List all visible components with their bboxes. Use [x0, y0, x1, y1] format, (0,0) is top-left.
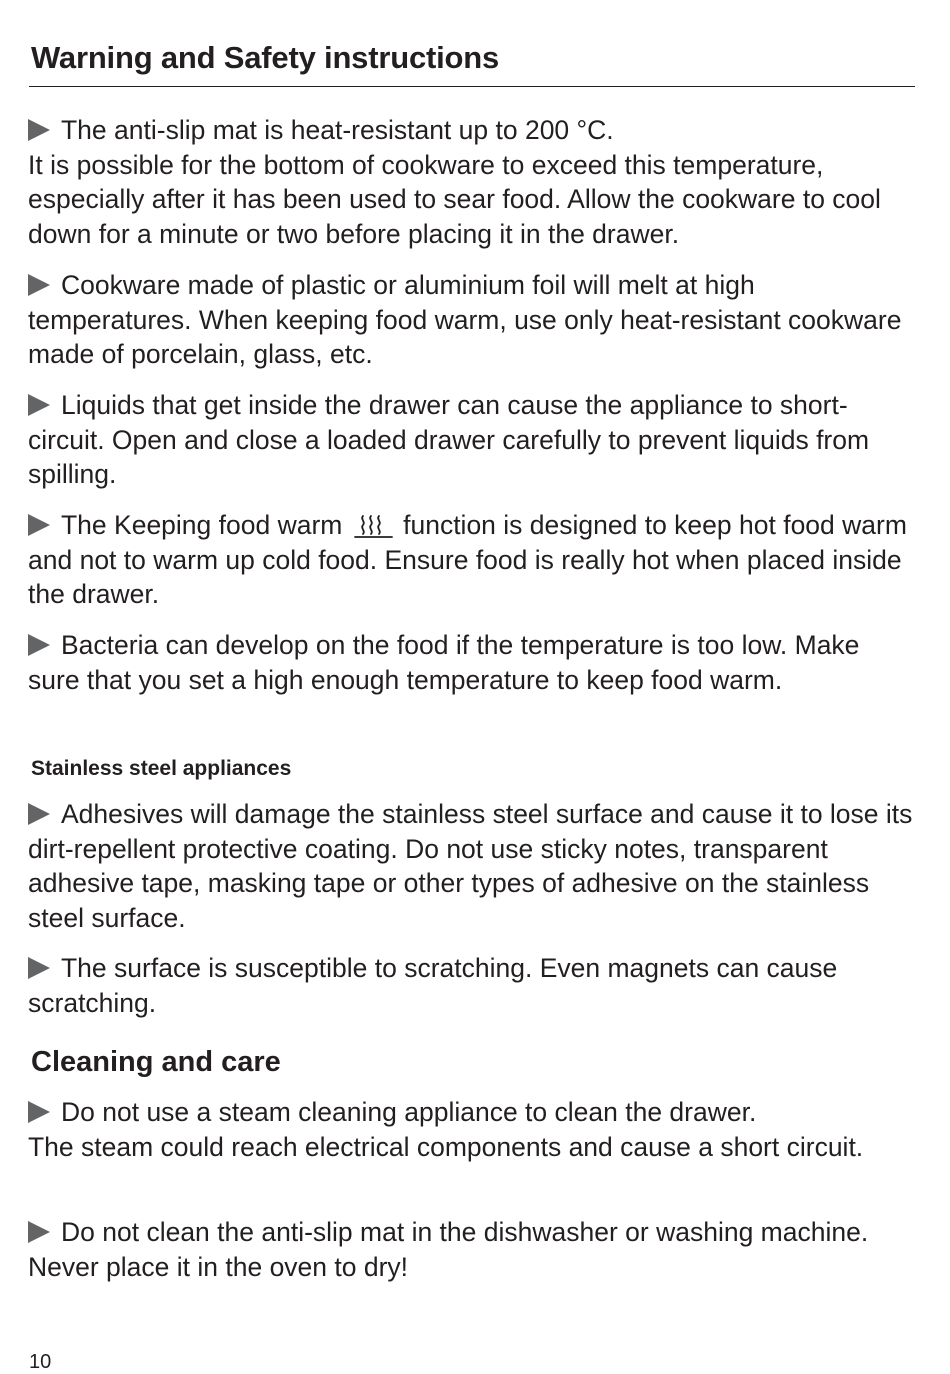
bullet-arrow-icon [28, 274, 50, 296]
bullet-arrow-icon [28, 514, 50, 536]
warning-item-scratching: The surface is susceptible to scratching. Even magnets can cause scratching. [28, 953, 838, 1018]
warning-item-adhesives: Adhesives will damage the stainless steel surface and cause it to lose its dirt-repellent protective coating. Do not use sticky notes, transparent adhesive tape, masking tape or other types of adhesive on the stainless steel surface. [28, 799, 913, 933]
warning-item-keeping-food-warm: The Keeping food warm function is designed to keep hot food warm and not to warm up cold food. Ensure food is really hot when placed inside the drawer. [28, 510, 907, 609]
bullet-arrow-icon [28, 634, 50, 656]
warning-item-plastic-cookware: Cookware made of plastic or aluminium foil will melt at high temperatures. When keeping food warm, use only heat-resistant cookware made of porcelain, glass, etc. [28, 270, 902, 369]
warning-item-steam-cleaning: Do not use a steam cleaning appliance to clean the drawer. The steam could reach electrical components and cause a short circuit. [28, 1097, 864, 1162]
bullet-arrow-icon [28, 119, 50, 141]
page-title: Warning and Safety instructions [31, 40, 500, 75]
keep-warm-steam-icon [352, 512, 394, 540]
bullet-arrow-icon [28, 1101, 50, 1123]
warning-item-liquids: Liquids that get inside the drawer can cause the appliance to short-circuit. Open and close a loaded drawer carefully to prevent liquids from spilling. [28, 390, 870, 489]
bullet-arrow-icon [28, 394, 50, 416]
warning-item-dishwasher: Do not clean the anti-slip mat in the dishwasher or washing machine. Never place it in the oven to dry! [28, 1217, 869, 1282]
title-divider [29, 86, 915, 87]
warning-item-anti-slip-mat: The anti-slip mat is heat-resistant up to 200 °C. It is possible for the bottom of cookware to exceed this temperature, especially after it has been used to sear food. Allow the cookware to cool down for a minute or two before placing it in the drawer. [28, 115, 881, 249]
stainless-steel-heading: Stainless steel appliances [31, 757, 292, 780]
bullet-arrow-icon [28, 1221, 50, 1243]
page-number: 10 [29, 1351, 52, 1373]
warning-item-bacteria: Bacteria can develop on the food if the temperature is too low. Make sure that you set a high enough temperature to keep food warm. [28, 630, 860, 695]
bullet-arrow-icon [28, 803, 50, 825]
bullet-arrow-icon [28, 957, 50, 979]
cleaning-and-care-heading: Cleaning and care [31, 1046, 281, 1078]
